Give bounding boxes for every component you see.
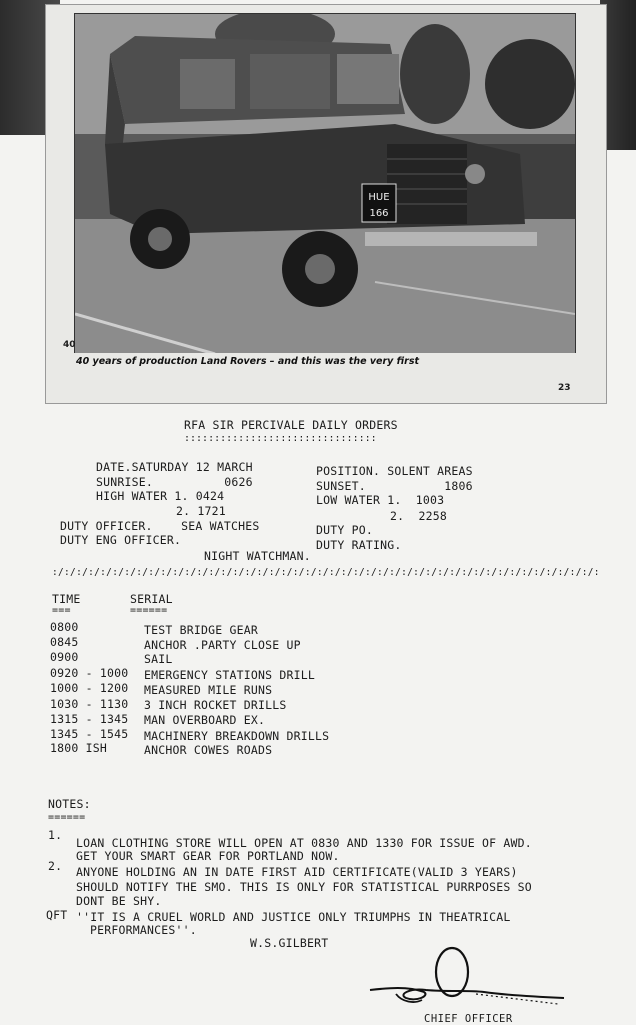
time-header: TIME bbox=[52, 592, 81, 606]
signature-label: CHIEF OFFICER bbox=[424, 1013, 513, 1025]
clipping-page-number-left: 40 bbox=[63, 340, 76, 350]
schedule-time-2: 0900 bbox=[50, 650, 79, 664]
plate-line-1: HUE bbox=[368, 192, 390, 203]
sunset-line: SUNSET. 1806 bbox=[316, 479, 473, 493]
schedule-time-8: 1800 ISH bbox=[50, 741, 107, 755]
separator-line: :/:/:/:/:/:/:/:/:/:/:/:/:/:/:/:/:/:/:/:/:/:/:/:/:/:/:/:/:/:/:/:/:/:/:/:/:/:/:/:/:/:/:/:/:/: bbox=[52, 567, 600, 578]
duty-eng-officer: DUTY ENG OFFICER. bbox=[60, 533, 182, 547]
quote-line-1: ''IT IS A CRUEL WORLD AND JUSTICE ONLY TRIUMPHS IN THEATRICAL bbox=[76, 910, 511, 924]
note-1-number: 1. bbox=[48, 828, 63, 842]
schedule-serial-0: TEST BRIDGE GEAR bbox=[144, 623, 258, 637]
schedule-time-6: 1315 - 1345 bbox=[50, 712, 129, 726]
document-title: RFA SIR PERCIVALE DAILY ORDERS bbox=[184, 418, 398, 432]
note-2-line-1: ANYONE HOLDING AN IN DATE FIRST AID CERTIFICATE(VALID 3 YEARS) bbox=[76, 865, 518, 879]
note-1-line-1: LOAN CLOTHING STORE WILL OPEN AT 0830 AND 1330 FOR ISSUE OF AWD. bbox=[76, 836, 532, 850]
newspaper-clipping bbox=[45, 4, 607, 404]
duty-rating: DUTY RATING. bbox=[316, 538, 402, 552]
schedule-time-4: 1000 - 1200 bbox=[50, 681, 129, 695]
photo-caption: 40 years of production Land Rovers – and this was the very first bbox=[74, 353, 576, 371]
clipping-page-number: 23 bbox=[558, 383, 571, 393]
note-2-line-2: SHOULD NOTIFY THE SMO. THIS IS ONLY FOR STATISTICAL PURRPOSES SO bbox=[76, 880, 532, 894]
schedule-serial-1: ANCHOR .PARTY CLOSE UP bbox=[144, 638, 301, 652]
high-water-2: 2. 1721 bbox=[176, 504, 226, 518]
position-line: POSITION. SOLENT AREAS bbox=[316, 464, 473, 478]
night-watchman: NIGHT WATCHMAN. bbox=[204, 549, 311, 563]
quote-attribution: W.S.GILBERT bbox=[250, 936, 329, 950]
schedule-serial-8: ANCHOR COWES ROADS bbox=[144, 743, 273, 757]
schedule-serial-4: MEASURED MILE RUNS bbox=[144, 683, 273, 697]
notes-underline: ====== bbox=[48, 812, 86, 823]
schedule-serial-7: MACHINERY BREAKDOWN DRILLS bbox=[144, 729, 330, 743]
schedule-serial-3: EMERGENCY STATIONS DRILL bbox=[144, 668, 315, 682]
qft-label: QFT bbox=[46, 908, 68, 922]
title-underline: :::::::::::::::::::::::::::::::: bbox=[184, 433, 377, 444]
schedule-serial-2: SAIL bbox=[144, 652, 173, 666]
handwritten-signature bbox=[368, 944, 568, 1014]
note-2-line-3: DONT BE SHY. bbox=[76, 894, 162, 908]
time-underline: === bbox=[52, 605, 71, 616]
duty-po: DUTY PO. bbox=[316, 523, 373, 537]
schedule-serial-6: MAN OVERBOARD EX. bbox=[144, 713, 266, 727]
quote-line-2: PERFORMANCES''. bbox=[90, 923, 197, 937]
land-rover-photo bbox=[74, 13, 576, 365]
low-water-1: LOW WATER 1. 1003 bbox=[316, 493, 445, 507]
plate-line-2: 166 bbox=[369, 208, 389, 219]
schedule-time-5: 1030 - 1130 bbox=[50, 697, 129, 711]
schedule-time-3: 0920 - 1000 bbox=[50, 666, 129, 680]
serial-underline: ====== bbox=[130, 605, 168, 616]
sunrise-line: SUNRISE. 0626 bbox=[96, 475, 253, 489]
schedule-time-7: 1345 - 1545 bbox=[50, 727, 129, 741]
serial-header: SERIAL bbox=[130, 592, 173, 606]
note-1-line-2: GET YOUR SMART GEAR FOR PORTLAND NOW. bbox=[76, 849, 340, 863]
duty-officer: DUTY OFFICER. SEA WATCHES bbox=[60, 519, 260, 533]
low-water-2: 2. 2258 bbox=[390, 509, 447, 523]
date-line: DATE.SATURDAY 12 MARCH bbox=[96, 460, 253, 474]
notes-heading: NOTES: bbox=[48, 797, 91, 811]
schedule-serial-5: 3 INCH ROCKET DRILLS bbox=[144, 698, 287, 712]
schedule-time-0: 0800 bbox=[50, 620, 79, 634]
note-2-number: 2. bbox=[48, 859, 63, 873]
high-water-1: HIGH WATER 1. 0424 bbox=[96, 489, 225, 503]
schedule-time-1: 0845 bbox=[50, 635, 79, 649]
